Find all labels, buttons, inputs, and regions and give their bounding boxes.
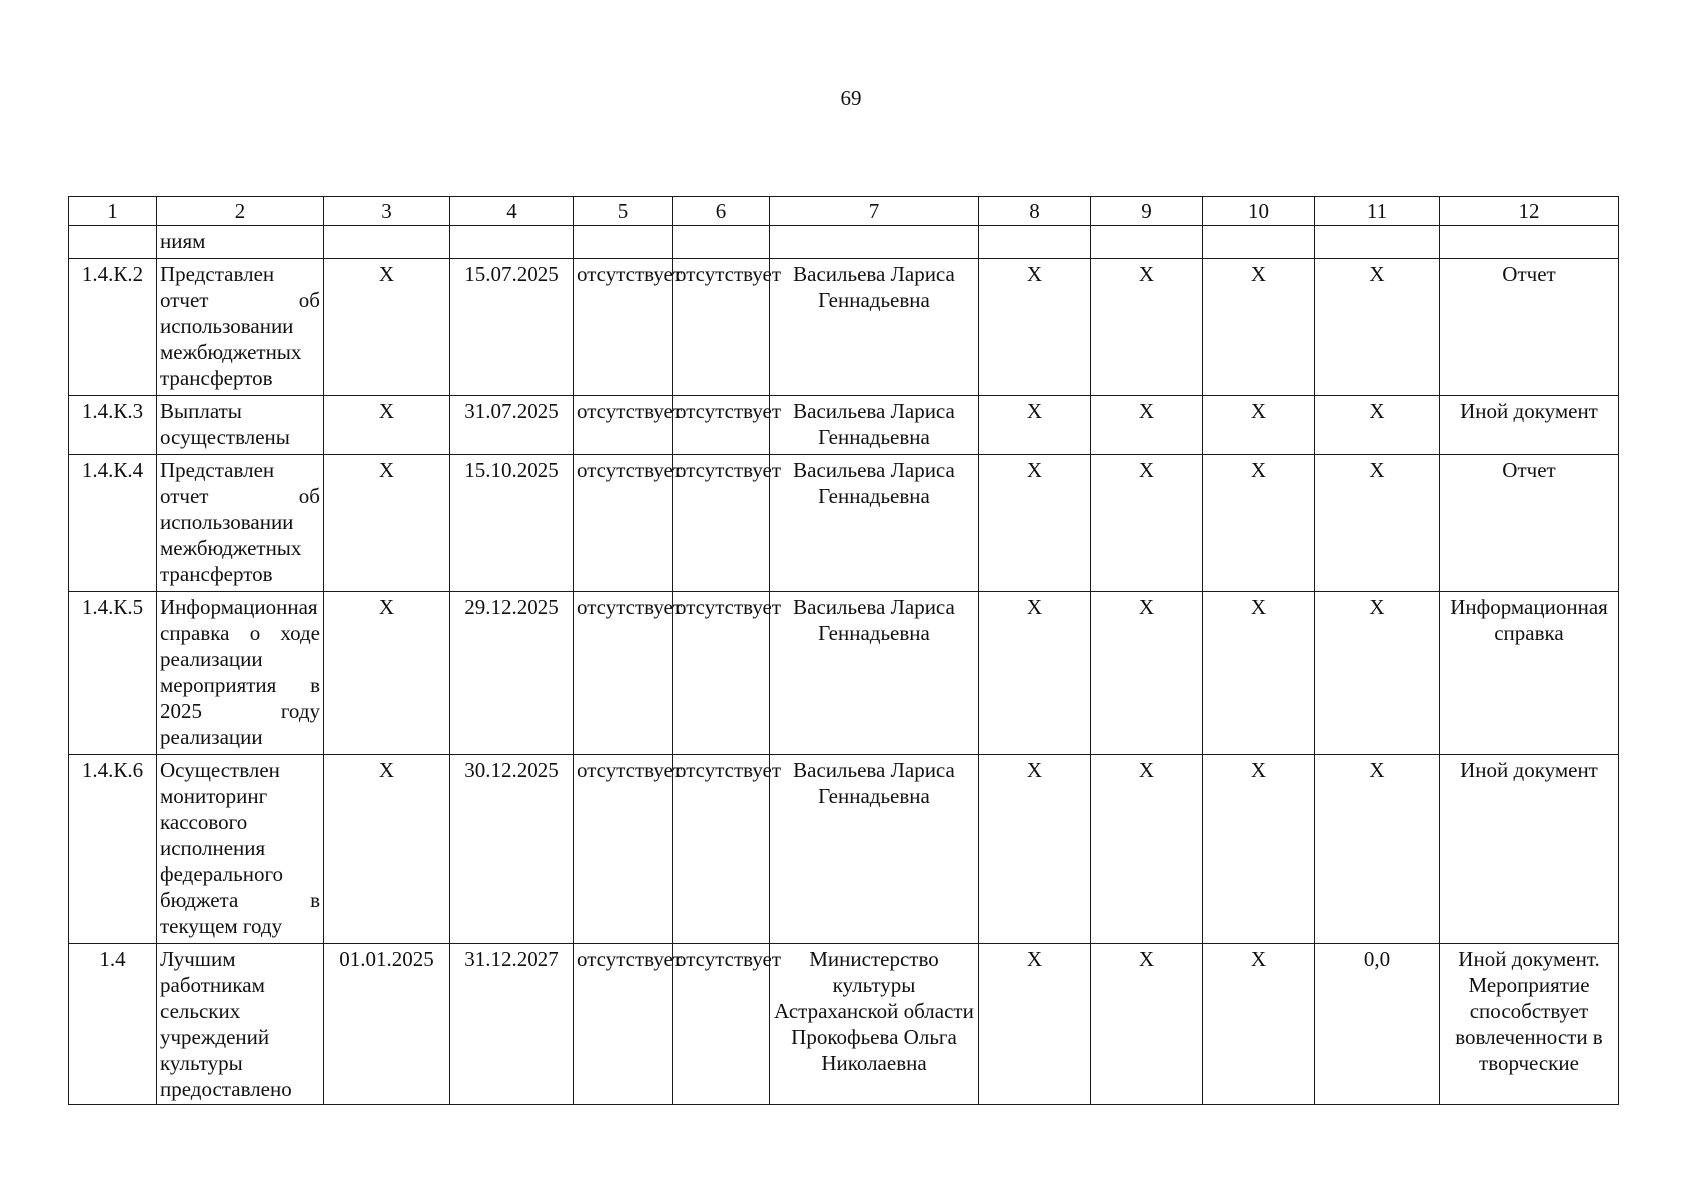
- table-row: [69, 944, 1619, 1105]
- row-responsible: Васильева Лариса Геннадьевна: [770, 259, 979, 396]
- row-end: 15.07.2025: [450, 259, 574, 396]
- column-number: 2: [157, 197, 324, 226]
- table-cell: [69, 226, 157, 259]
- row-end: 31.12.2027: [450, 944, 574, 1105]
- row-col9: X: [1091, 944, 1203, 1105]
- row-code: 1.4.К.5: [69, 592, 157, 755]
- table-row: [69, 755, 1619, 944]
- row-col6: отсутствует: [673, 755, 770, 944]
- continuation-text: ниям: [157, 226, 324, 259]
- row-responsible: Васильева Лариса Геннадьевна: [770, 396, 979, 455]
- row-start: X: [324, 455, 450, 592]
- row-doc: Иной документ. Мероприятие способствует вовлеченности в творческие: [1440, 944, 1619, 1105]
- row-col6: отсутствует: [673, 944, 770, 1105]
- row-col10: X: [1203, 396, 1315, 455]
- row-start: X: [324, 259, 450, 396]
- row-col9: X: [1091, 755, 1203, 944]
- row-code: 1.4.К.4: [69, 455, 157, 592]
- row-col10: X: [1203, 259, 1315, 396]
- row-start: X: [324, 592, 450, 755]
- row-end: 31.07.2025: [450, 396, 574, 455]
- column-number-row: [69, 197, 1619, 226]
- row-code: 1.4.К.3: [69, 396, 157, 455]
- table-cell: [574, 226, 673, 259]
- row-col8: X: [979, 755, 1091, 944]
- table-cell: [979, 226, 1091, 259]
- row-col5: отсутствует: [574, 396, 673, 455]
- row-col9: X: [1091, 455, 1203, 592]
- row-name: Представлен отчет об использовании межбюджетных трансфертов: [157, 455, 324, 592]
- column-number: 1: [69, 197, 157, 226]
- table-cell: [1091, 226, 1203, 259]
- row-col11: X: [1315, 396, 1440, 455]
- column-number: 4: [450, 197, 574, 226]
- row-col10: X: [1203, 944, 1315, 1105]
- table-cell: [770, 226, 979, 259]
- row-doc: Отчет: [1440, 455, 1619, 592]
- page-number: 69: [840, 86, 862, 110]
- row-col11: X: [1315, 455, 1440, 592]
- column-number: 6: [673, 197, 770, 226]
- column-number: 8: [979, 197, 1091, 226]
- column-number: 11: [1315, 197, 1440, 226]
- row-name: Осуществлен мониторинг кассового исполнения федерального бюджета в текущем году: [157, 755, 324, 944]
- row-responsible: Министерство культуры Астраханской области Прокофьева Ольга Николаевна: [770, 944, 979, 1105]
- row-col8: X: [979, 592, 1091, 755]
- row-col6: отсутствует: [673, 592, 770, 755]
- row-code: 1.4: [69, 944, 157, 1105]
- column-number: 10: [1203, 197, 1315, 226]
- table-row: [69, 592, 1619, 755]
- row-col6: отсутствует: [673, 455, 770, 592]
- row-col5: отсутствует: [574, 592, 673, 755]
- row-doc: Информационная справка: [1440, 592, 1619, 755]
- row-col8: X: [979, 455, 1091, 592]
- row-col8: X: [979, 396, 1091, 455]
- row-col6: отсутствует: [673, 259, 770, 396]
- row-start: X: [324, 396, 450, 455]
- column-number: 5: [574, 197, 673, 226]
- table-row: [69, 455, 1619, 592]
- row-doc: Иной документ: [1440, 755, 1619, 944]
- row-responsible: Васильева Лариса Геннадьевна: [770, 455, 979, 592]
- row-responsible: Васильева Лариса Геннадьевна: [770, 592, 979, 755]
- implementation-plan-table: [68, 196, 1619, 1105]
- table-cell: [1203, 226, 1315, 259]
- row-name: Информационная справка о ходе реализации мероприятия в 2025 году реализации: [157, 592, 324, 755]
- row-col10: X: [1203, 755, 1315, 944]
- row-col9: X: [1091, 259, 1203, 396]
- row-col9: X: [1091, 592, 1203, 755]
- column-number: 9: [1091, 197, 1203, 226]
- row-col9: X: [1091, 396, 1203, 455]
- table-cell: [324, 226, 450, 259]
- row-col11: X: [1315, 755, 1440, 944]
- row-start: 01.01.2025: [324, 944, 450, 1105]
- row-doc: Отчет: [1440, 259, 1619, 396]
- table-cell: [450, 226, 574, 259]
- row-end: 15.10.2025: [450, 455, 574, 592]
- table-cell: [673, 226, 770, 259]
- row-name: Представлен отчет об использовании межбюджетных трансфертов: [157, 259, 324, 396]
- column-number: 3: [324, 197, 450, 226]
- table-cell: [1440, 226, 1619, 259]
- row-code: 1.4.К.2: [69, 259, 157, 396]
- column-number: 12: [1440, 197, 1619, 226]
- column-number: 7: [770, 197, 979, 226]
- row-col11: X: [1315, 592, 1440, 755]
- row-col5: отсутствует: [574, 755, 673, 944]
- row-col10: X: [1203, 455, 1315, 592]
- row-col5: отсутствует: [574, 259, 673, 396]
- row-start: X: [324, 755, 450, 944]
- table-cell: [1315, 226, 1440, 259]
- row-col11: 0,0: [1315, 944, 1440, 1105]
- row-col5: отсутствует: [574, 944, 673, 1105]
- row-name: Лучшим работникам сельских учреждений культуры предоставлено: [157, 944, 324, 1105]
- continuation-row: [69, 226, 1619, 259]
- row-col5: отсутствует: [574, 455, 673, 592]
- row-responsible: Васильева Лариса Геннадьевна: [770, 755, 979, 944]
- row-col10: X: [1203, 592, 1315, 755]
- row-code: 1.4.К.6: [69, 755, 157, 944]
- row-col8: X: [979, 259, 1091, 396]
- row-col8: X: [979, 944, 1091, 1105]
- row-col6: отсутствует: [673, 396, 770, 455]
- row-col11: X: [1315, 259, 1440, 396]
- row-end: 30.12.2025: [450, 755, 574, 944]
- table-row: [69, 396, 1619, 455]
- row-name: Выплаты осуществлены: [157, 396, 324, 455]
- row-end: 29.12.2025: [450, 592, 574, 755]
- row-doc: Иной документ: [1440, 396, 1619, 455]
- table-row: [69, 259, 1619, 396]
